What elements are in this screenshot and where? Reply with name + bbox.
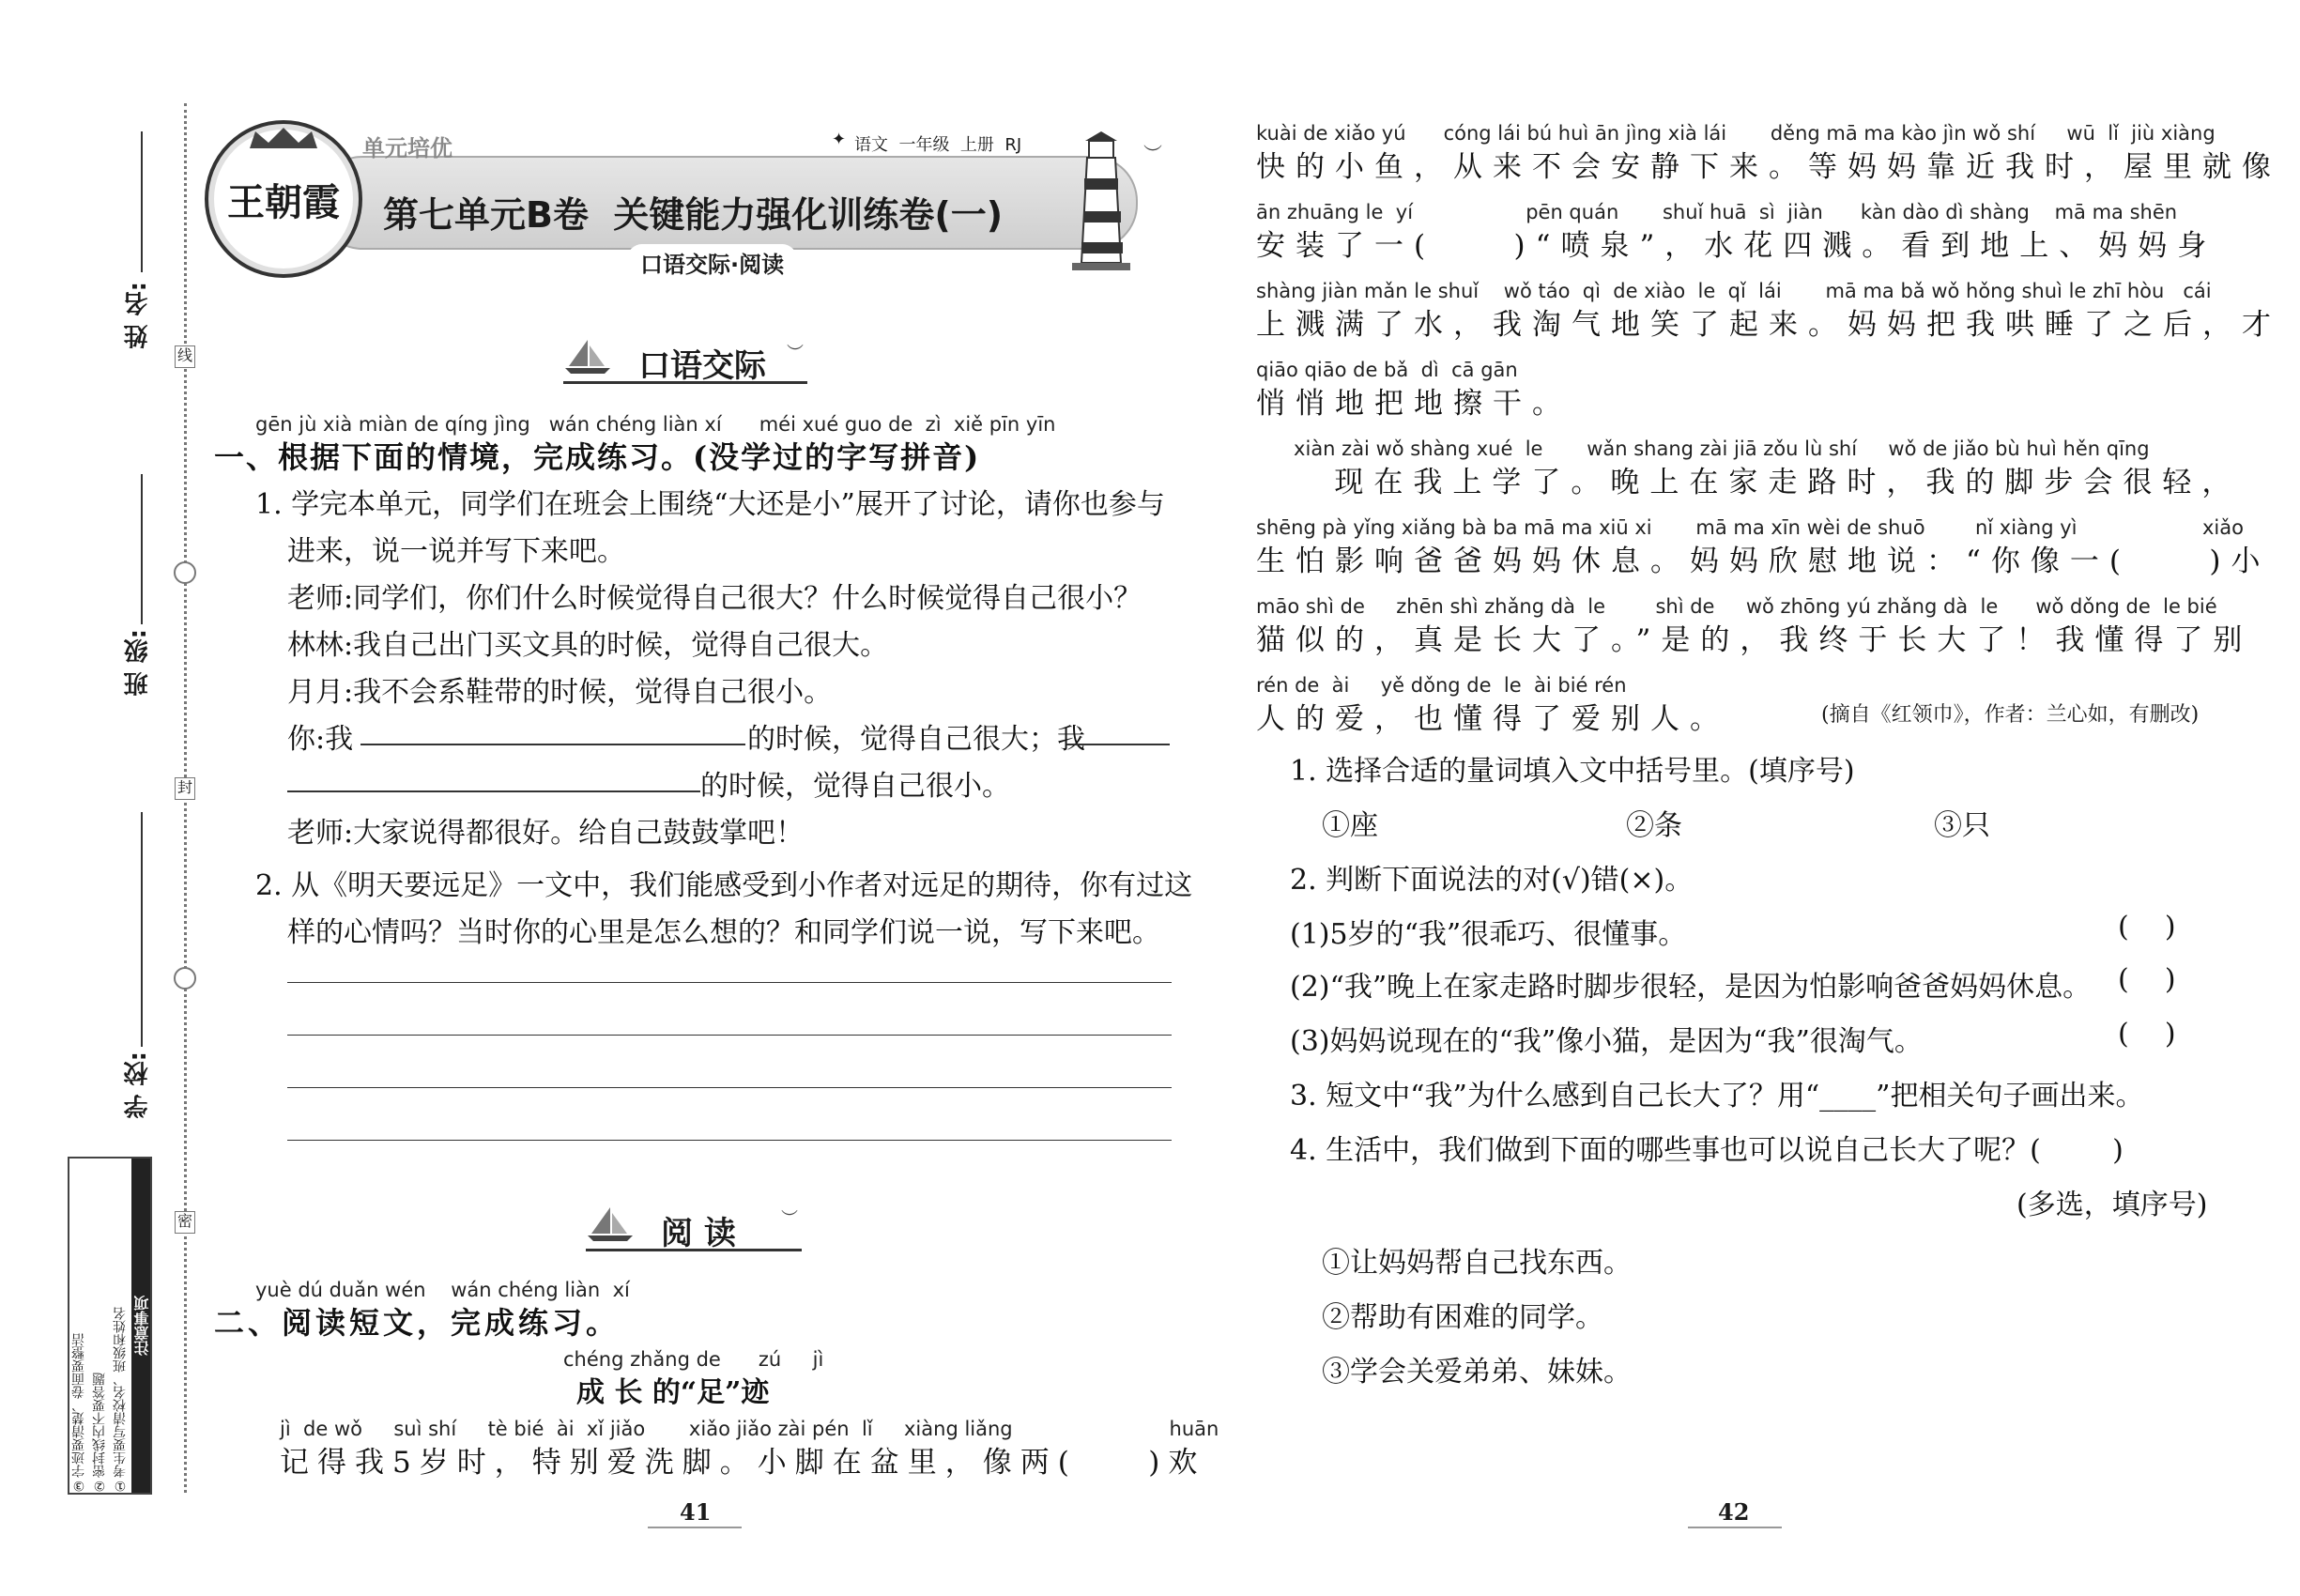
dialog-teacher-1: 老师:同学们，你们什么时候觉得自己很大？什么时候觉得自己很小？: [287, 582, 1142, 615]
story-p1-pinyin: jì de wǒ suì shí tè bié ài xǐ jiǎo xiǎo jiǎo zài pén lǐ xiàng liǎng huān: [280, 1418, 1219, 1440]
q4-note: (多选，填序号): [2016, 1189, 2208, 1221]
dialog-you-b: 的时候，觉得自己很大；我: [747, 723, 1085, 756]
seam-char: 密: [175, 1211, 195, 1234]
series-label: 单元培优: [362, 135, 452, 161]
question-3: 3. 短文中“我”为什么感到自己长大了？用“____”把相关句子画出来。: [1290, 1080, 2144, 1113]
story-line-text: 安装了一( )“喷泉”，水花四溅。看到地上、妈妈身: [1256, 229, 2217, 263]
writing-line[interactable]: [287, 982, 1172, 983]
sparkle-icon: ✦: [832, 130, 847, 149]
notice-box: [68, 1157, 152, 1495]
story-line-text: 悄悄地把地擦干。: [1256, 387, 1572, 421]
story-line-text: 快的小鱼，从来不会安静下来。等妈妈靠近我时，屋里就像: [1256, 150, 2281, 184]
sailboat-icon: [563, 338, 612, 379]
oral-heading-underline: [563, 381, 807, 384]
seam-char: 线: [175, 345, 195, 368]
page-number-right: 42: [1718, 1498, 1750, 1526]
bird-icon: ︶: [781, 1209, 798, 1229]
story-line-text: 现在我上学了。晚上在家走路时，我的脚步会很轻，: [1256, 466, 2242, 499]
q1-option[interactable]: ③只: [1934, 809, 1990, 842]
name-field[interactable]: [141, 131, 143, 272]
story-line-pinyin: ān zhuāng le yí pēn quán shuǐ huā sì jiàn kàn dào dì shàng mā ma shēn: [1256, 201, 2178, 223]
q2-answer-paren[interactable]: ( ): [2118, 1018, 2176, 1051]
story-line-pinyin: qiāo qiāo de bǎ dì cā gān: [1256, 359, 1518, 381]
story-line-pinyin: māo shì de zhēn shì zhǎng dà le shì de wǒ zhōng yú zhǎng dà le wǒ dǒng de le bié: [1256, 595, 2217, 618]
page-number-left: 41: [680, 1498, 712, 1526]
source-note: (摘自《红领巾》，作者：兰心如，有删改): [1821, 703, 2200, 727]
item2-line2: 样的心情吗？当时你的心里是怎么想的？和同学们说一说，写下来吧。: [287, 916, 1160, 949]
dialog-you-c: 的时候，觉得自己很小。: [700, 770, 1010, 803]
q2-statement: (3)妈妈说现在的“我”像小猫，是因为“我”很淘气。: [1290, 1025, 1923, 1058]
dialog-yueyue: 月月:我不会系鞋带的时候，觉得自己很小。: [287, 676, 833, 709]
question-4: 4. 生活中，我们做到下面的哪些事也可以说自己长大了呢？( ): [1290, 1134, 2124, 1167]
story-line-text: 上溅满了水，我淘气地笑了起来。妈妈把我哄睡了之后，才: [1256, 308, 2281, 342]
binding-strip: [0, 0, 197, 1596]
school-label: 学 校:: [124, 1051, 152, 1119]
dialog-teacher-2: 老师:大家说得都很好。给自己鼓鼓掌吧！: [287, 817, 805, 850]
story-line-pinyin: shēng pà yǐng xiǎng bà ba mā ma xiū xi mā ma xīn wèi de shuō nǐ xiàng yì xiǎo: [1256, 516, 2244, 539]
sailboat-icon: [586, 1205, 635, 1247]
q2-answer-paren[interactable]: ( ): [2118, 911, 2176, 944]
question-2: 2. 判断下面说法的对(√)错(×)。: [1290, 864, 1694, 897]
notice-item: ①考生要写清校名、班级和姓名: [113, 1307, 128, 1493]
bird-icon: ︶: [1143, 143, 1162, 165]
q2-statement: (1)5岁的“我”很乖巧、很懂事。: [1290, 918, 1687, 951]
q2-instruction: 二、阅读短文，完成练习。: [214, 1305, 621, 1341]
logo-text: 王朝霞: [227, 180, 340, 224]
class-label: 班 级:: [124, 629, 152, 697]
item1-line1: 1. 学完本单元，同学们在班会上围绕“大还是小”展开了讨论，请你也参与: [255, 488, 1165, 521]
story-line-text: 人的爱，也懂得了爱别人。: [1256, 702, 1729, 736]
story-line-text: 猫似的，真是长大了。”是的，我终于长大了！我懂得了别: [1256, 623, 2253, 657]
q1-option[interactable]: ①座: [1322, 809, 1378, 842]
story-line-pinyin: shàng jiàn mǎn le shuǐ wǒ táo qì de xiào le qǐ lái mā ma bǎ wǒ hǒng shuì le zhī hòu cái: [1256, 280, 2212, 302]
notice-item: ③字迹要清楚、卷面要整洁: [71, 1333, 86, 1493]
writing-line[interactable]: [287, 1035, 1172, 1036]
item1-line2: 进来，说一说并写下来吧。: [287, 535, 625, 568]
seam-circle-icon: [174, 561, 196, 584]
school-field[interactable]: [141, 812, 143, 1047]
dialog-you-a: 你:我: [287, 723, 354, 756]
answer-blank-big[interactable]: [360, 744, 745, 745]
logo-badge: [205, 120, 362, 278]
page-ornament: [1688, 1527, 1782, 1528]
page-ornament: [648, 1527, 742, 1528]
header-meta: 语文 一年级 上册 RJ: [854, 135, 1022, 155]
story-title: 成 长 的“足”迹: [576, 1376, 770, 1409]
story-line-pinyin: kuài de xiǎo yú cóng lái bú huì ān jìng xià lái děng mā ma kào jìn wǒ shí wū lǐ jiù xiàng: [1256, 122, 2216, 145]
story-title-pinyin: chéng zhǎng de zú jì: [563, 1348, 824, 1371]
notice-title: 注意事项: [131, 1159, 150, 1493]
oral-heading: 口语交际: [638, 347, 766, 385]
q2-statement: (2)“我”晚上在家走路时脚步很轻，是因为怕影响爸爸妈妈休息。: [1290, 971, 2092, 1004]
exam-title: 第七单元B卷 关键能力强化训练卷(一): [383, 194, 1004, 236]
q4-option[interactable]: ①让妈妈帮自己找东西。: [1322, 1247, 1632, 1280]
q2-pinyin: yuè dú duǎn wén wán chéng liàn xí: [255, 1279, 630, 1301]
lighthouse-icon: [1068, 131, 1134, 272]
answer-blank-small-b[interactable]: [287, 790, 700, 792]
header-banner: [205, 120, 1164, 278]
q1-instruction: 一、根据下面的情境，完成练习。(没学过的字写拼音): [214, 439, 981, 475]
q4-option[interactable]: ③学会关爱弟弟、妹妹。: [1322, 1356, 1632, 1389]
notice-item: ②密封线内不要答题: [92, 1373, 107, 1493]
writing-line[interactable]: [287, 1087, 1172, 1088]
q4-option[interactable]: ②帮助有困难的同学。: [1322, 1301, 1603, 1334]
item2-line1: 2. 从《明天要远足》一文中，我们能感受到小作者对远足的期待，你有过这: [255, 869, 1193, 902]
story-line-pinyin: rén de ài yě dǒng de le ài bié rén: [1256, 674, 1627, 697]
q2-answer-paren[interactable]: ( ): [2118, 963, 2176, 996]
reading-heading: 阅 读: [661, 1215, 736, 1252]
answer-blank-small-a[interactable]: [1066, 744, 1170, 745]
seam-char: 封: [175, 777, 195, 800]
reading-heading-underline: [586, 1249, 802, 1251]
writing-line[interactable]: [287, 1140, 1172, 1141]
q1-option[interactable]: ②条: [1626, 809, 1682, 842]
right-page: [1239, 113, 2281, 1558]
story-line-text: 生怕影响爸爸妈妈休息。妈妈欣慰地说：“你像一( )小: [1256, 545, 2271, 578]
crown-icon: [246, 126, 321, 150]
name-label: 姓 名:: [124, 282, 152, 349]
exam-subtitle: 口语交际·阅读: [627, 244, 797, 281]
bird-icon: ︶: [787, 344, 804, 363]
class-field[interactable]: [141, 474, 143, 624]
seam-circle-icon: [174, 967, 196, 990]
q1-pinyin: gēn jù xià miàn de qíng jìng wán chéng liàn xí méi xué guo de zì xiě pīn yīn: [255, 413, 1056, 436]
story-p1-text: 记得我5岁时，特别爱洗脚。小脚在盆里，像两( )欢: [280, 1446, 1206, 1480]
question-1: 1. 选择合适的量词填入文中括号里。(填序号): [1290, 755, 1855, 788]
story-line-pinyin: xiàn zài wǒ shàng xué le wǎn shang zài jiā zǒu lù shí wǒ de jiǎo bù huì hěn qīng: [1256, 437, 2150, 460]
dialog-linlin: 林林:我自己出门买文具的时候，觉得自己很大。: [287, 629, 889, 662]
